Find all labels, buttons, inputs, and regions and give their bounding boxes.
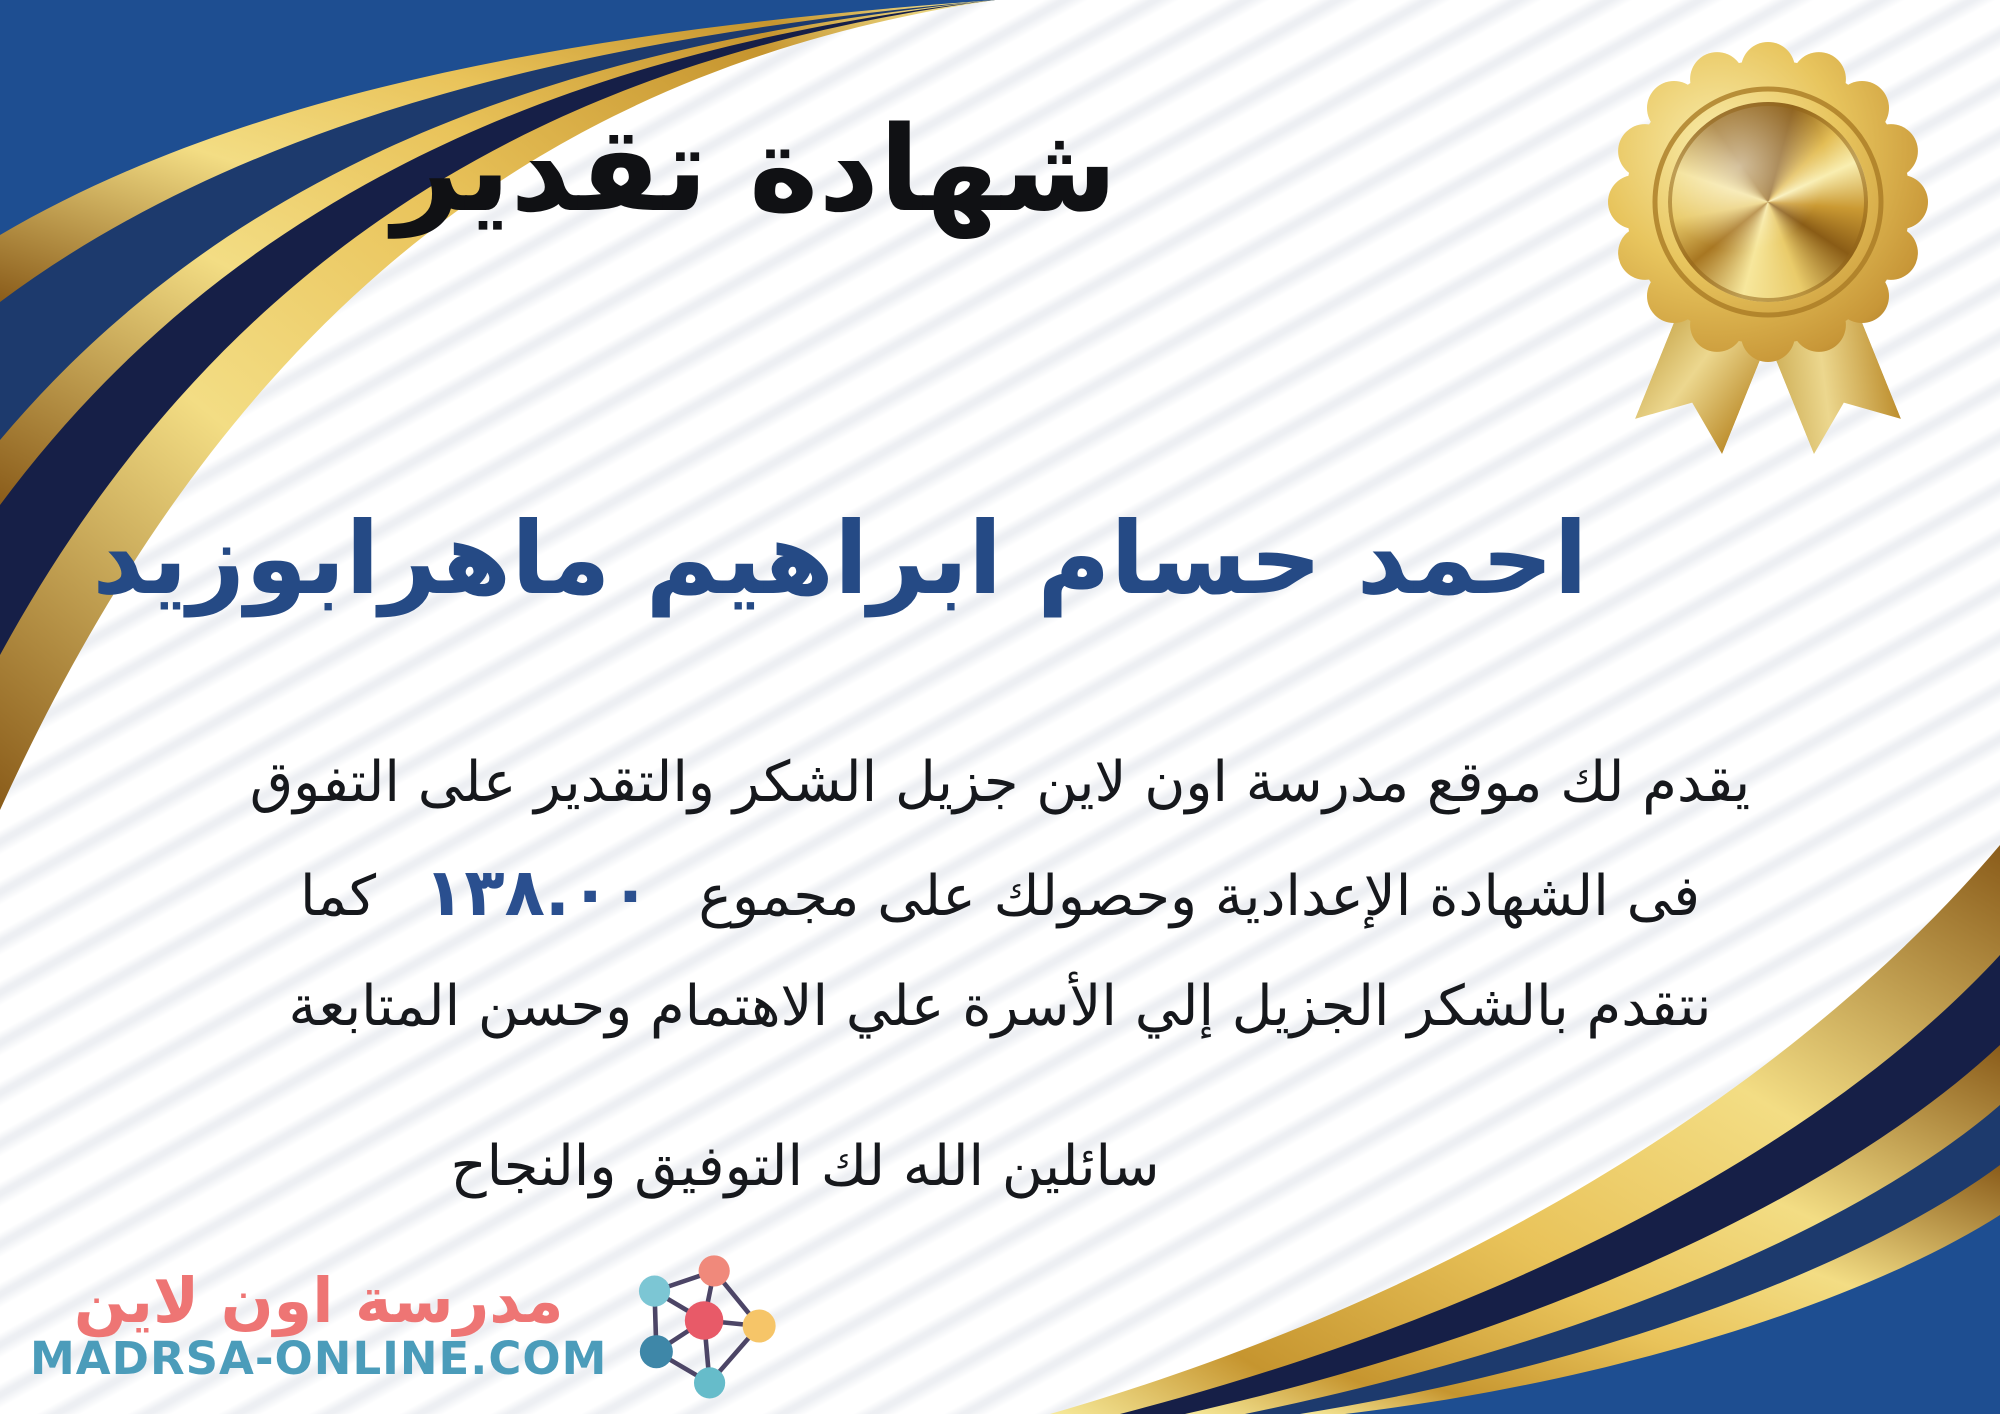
- site-name-arabic: مدرسة اون لاين: [73, 1263, 564, 1337]
- certificate-title: شهادة تقدير: [392, 100, 1118, 238]
- body-line-2: [0, 838, 2000, 952]
- certificate-body: [0, 728, 2000, 1062]
- student-name: احمد حسام ابراهيم ماهرابوزيد: [92, 500, 1588, 617]
- site-logo-text: [30, 1263, 608, 1385]
- closing-line: سائلين الله لك التوفيق والنجاح: [450, 1134, 1160, 1199]
- medal-center-disc: [1668, 102, 1868, 302]
- gold-medal-icon: [1608, 42, 1928, 450]
- body-line-2-prefix: فى الشهادة الإعدادية وحصولك على مجموع: [698, 864, 1701, 929]
- score-value: ١٣٨.٠٠: [424, 854, 651, 931]
- site-logo: [30, 1252, 783, 1400]
- network-graph-logo-icon: [627, 1252, 783, 1400]
- site-domain: MADRSA-ONLINE.COM: [30, 1331, 608, 1385]
- body-line-3: نتقدم بالشكر الجزيل إلي الأسرة علي الاهتمام وحسن المتابعة: [288, 974, 1712, 1039]
- body-line-1: يقدم لك موقع مدرسة اون لاين جزيل الشكر والتقدير على التفوق: [249, 750, 1751, 815]
- body-line-2-suffix: كما: [299, 864, 377, 929]
